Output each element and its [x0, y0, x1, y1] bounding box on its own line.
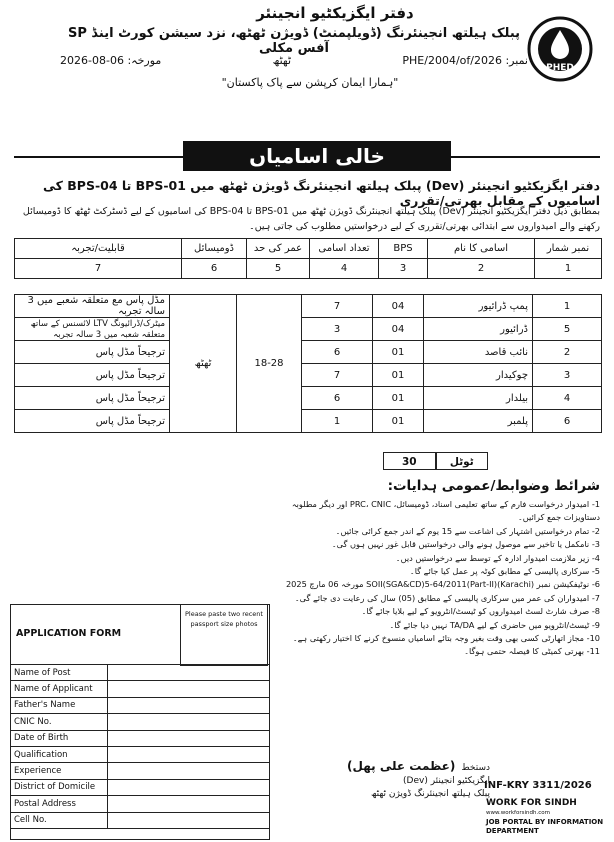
form-label: Cell No.: [11, 812, 108, 828]
form-label: Experience: [11, 763, 108, 779]
row-post: ڈرائیور: [424, 318, 533, 341]
vacancy-header-table: [14, 238, 602, 279]
photo-note: Please paste two recent passport size photos: [185, 610, 263, 628]
signature-block: [290, 760, 490, 801]
col-number: 5: [247, 259, 310, 279]
col-number: 3: [379, 259, 428, 279]
form-row: [11, 665, 270, 681]
column-headers: [15, 239, 602, 259]
form-row: [11, 697, 270, 713]
form-input[interactable]: [108, 714, 270, 730]
col-count: تعداد اسامی: [310, 239, 379, 259]
row-serial: 2: [533, 341, 602, 364]
col-number: 7: [15, 259, 182, 279]
vacancy-table: [14, 294, 602, 433]
job-portal-note: JOB PORTAL BY INFORMATION DEPARTMENT: [486, 818, 604, 835]
terms-item: 11- بھرتی کمیٹی کا فیصلہ حتمی ہوگا۔: [464, 646, 600, 657]
form-label: Name of Post: [11, 665, 108, 681]
terms-item: 5- سرکاری پالیسی کے مطابق کوٹہ پر عمل کیا جائے گا۔: [409, 566, 600, 577]
col-number: 1: [535, 259, 602, 279]
col-post: اسامی کا نام: [428, 239, 535, 259]
row-count: 1: [302, 410, 373, 433]
form-input[interactable]: [108, 665, 270, 681]
form-input[interactable]: [108, 730, 270, 746]
row-qualification: ترجیحاً مڈل پاس: [15, 341, 170, 364]
total-value: 30: [383, 452, 436, 470]
row-bps: 01: [373, 341, 424, 364]
application-form-title: APPLICATION FORM: [16, 628, 122, 639]
form-row: [11, 796, 270, 812]
form-input[interactable]: [108, 697, 270, 713]
terms-item: 2- تمام درخواستیں اشتہار کی اشاعت سے 15 یوم کے اندر جمع کرائی جائیں۔: [335, 525, 600, 536]
col-bps: BPS: [379, 239, 428, 259]
reference-row: [60, 54, 528, 67]
row-post: بیلدار: [424, 387, 533, 410]
vacancies-banner: خالی اسامیاں: [183, 141, 451, 171]
terms-item: 9- ٹیسٹ/انٹرویو میں حاضری کے لیے TA/DA نہیں دیا جائے گا۔: [389, 619, 600, 630]
vacancies-subheading: دفتر ایگزیکٹیو انجینئر (Dev) پبلک ہیلتھ انجینئرنگ ڈویژن ٹھٹھ میں BPS-01 تا BPS-04 کی اسامیوں کے مقابل بھرتی/تقرری: [43, 178, 600, 208]
row-bps: 04: [373, 318, 424, 341]
row-count: 6: [302, 341, 373, 364]
row-bps: 01: [373, 364, 424, 387]
seal-icon: [527, 16, 593, 82]
form-label: Date of Birth: [11, 730, 108, 746]
form-input[interactable]: [108, 812, 270, 828]
form-row: [11, 746, 270, 762]
form-input[interactable]: [108, 796, 270, 812]
row-serial: 4: [533, 387, 602, 410]
row-post: پمپ ڈرائیور: [424, 295, 533, 318]
row-count: 3: [302, 318, 373, 341]
reference-number: نمبر: PHE/2004/of/2026: [402, 54, 528, 67]
row-bps: 01: [373, 410, 424, 433]
department-logo: [527, 16, 593, 82]
form-label: Name of Applicant: [11, 681, 108, 697]
reference-city: ٹھٹھ: [272, 54, 292, 67]
motto: "ہمارا ایمان کرپشن سے پاک پاکستان": [221, 76, 399, 89]
col-number: 2: [428, 259, 535, 279]
form-input[interactable]: [108, 779, 270, 795]
table-row: [15, 295, 602, 318]
office-address: پبلک ہیلتھ انجینئرنگ (ڈویلپمنٹ) ڈویژن ٹھٹھ، نزد سیشن کورٹ اینڈ SP آفس مکلی: [67, 26, 521, 56]
terms-item: 10- مجاز اتھارٹی کسی بھی وقت بغیر وجہ بتائے اسامیاں منسوخ کرنے کا اختیار رکھتی ہے۔: [292, 633, 600, 644]
row-count: 7: [302, 295, 373, 318]
signatory-name: (عظمت علی پھل): [347, 759, 456, 773]
application-form-fields: [10, 664, 270, 829]
form-row: [11, 812, 270, 828]
column-numbers: [15, 259, 602, 279]
form-row: [11, 714, 270, 730]
row-post: نائب قاصد: [424, 341, 533, 364]
row-serial: 6: [533, 410, 602, 433]
table-row: [15, 318, 602, 341]
logo-text: PHED: [546, 63, 574, 73]
table-row: [15, 364, 602, 387]
row-qualification: مڈل پاس مع متعلقہ شعبے میں 3 سالہ تجربہ: [15, 295, 170, 318]
age-limit: 18-28: [237, 295, 302, 433]
signatory-office: پبلک ہیلتھ انجینئرنگ ڈویژن ٹھٹھ: [370, 789, 490, 799]
form-input[interactable]: [108, 763, 270, 779]
form-input[interactable]: [108, 746, 270, 762]
table-row: [15, 387, 602, 410]
row-qualification: ترجیحاً مڈل پاس: [15, 364, 170, 387]
terms-list: [268, 498, 600, 659]
form-label: District of Domicile: [11, 779, 108, 795]
row-qualification: میٹرک/ڈرائیونگ LTV لائسنس کے ساتھ متعلقہ شعبہ میں 3 سالہ تجربہ: [15, 318, 170, 341]
row-qualification: ترجیحاً مڈل پاس: [15, 387, 170, 410]
row-qualification: ترجیحاً مڈل پاس: [15, 410, 170, 433]
col-number: 6: [182, 259, 247, 279]
row-serial: 5: [533, 318, 602, 341]
terms-item: 1- امیدوار درخواست فارم کے ساتھ تعلیمی اسناد، ڈومیسائل، PRC، CNIC اور دیگر مطلوبہ دستاویزات جمع کرائیں۔: [291, 499, 600, 523]
terms-title: شرائط وضوابط/عمومی ہدایات:: [387, 478, 600, 494]
form-label: Father's Name: [11, 697, 108, 713]
row-bps: 01: [373, 387, 424, 410]
work-for-sindh-url: www.workforsindh.com: [486, 810, 550, 816]
form-label: Postal Address: [11, 796, 108, 812]
table-row: [15, 341, 602, 364]
terms-item: 8- صرف شارٹ لسٹ امیدواروں کو ٹیسٹ/انٹرویو کے لیے بلایا جائے گا۔: [361, 606, 600, 617]
row-count: 7: [302, 364, 373, 387]
form-row: [11, 681, 270, 697]
intro-paragraph: بمطابق ذیل دفتر ایگزیکٹیو انجینئر (Dev) پبلک ہیلتھ انجینئرنگ ڈویژن ٹھٹھ میں BPS-01 تا BPS-04 کی اسامیوں کے لیے ڈسٹرکٹ ٹھٹھ کا ڈومیسائل رکھنے والے امیدواروں سے ابتدائی بھرتی/تقرری کے لیے درخواستیں مطلوب کی جاتی ہیں۔: [22, 206, 600, 232]
form-row: [11, 763, 270, 779]
total-label: ٹوٹل: [436, 452, 489, 470]
col-qualification: قابلیت/تجربہ: [15, 239, 182, 259]
form-input[interactable]: [108, 681, 270, 697]
form-label: CNIC No.: [11, 714, 108, 730]
row-bps: 04: [373, 295, 424, 318]
inf-number: INF-KRY 3311/2026: [484, 780, 592, 791]
row-post: پلمبر: [424, 410, 533, 433]
row-serial: 3: [533, 364, 602, 387]
col-domicile: ڈومیسائل: [182, 239, 247, 259]
signatory-designation: ایگزیکٹیو انجینئر (Dev): [403, 776, 490, 786]
form-label: Qualification: [11, 746, 108, 762]
terms-item: 3- نامکمل یا تاخیر سے موصول ہونے والی درخواستیں قابل غور نہیں ہوں گی۔: [331, 539, 600, 550]
terms-item: 6- نوٹیفکیشن نمبر SOII(SGA&CD)5-64/2011(Part-II)(Karachi) مورخہ 06 مارچ 2025: [285, 579, 600, 590]
domicile-value: ٹھٹھ: [170, 295, 237, 433]
row-count: 6: [302, 387, 373, 410]
form-row: [11, 730, 270, 746]
col-number: 4: [310, 259, 379, 279]
work-for-sindh-logo: WORK FOR SINDH: [486, 798, 577, 808]
col-age: عمر کی حد: [247, 239, 310, 259]
form-row: [11, 779, 270, 795]
office-title: دفتر ایگزیکٹیو انجینئر: [256, 4, 414, 22]
row-post: چوکیدار: [424, 364, 533, 387]
table-row: [15, 410, 602, 433]
terms-item: 4- زیر ملازمت امیدوار ادارہ کے توسط سے درخواستیں دیں۔: [395, 552, 600, 563]
reference-date: مورخہ: 06-08-2026: [60, 54, 162, 67]
terms-item: 7- امیدواران کی عمر میں سرکاری پالیسی کے مطابق (05) سال کی رعایت دی جائے گی۔: [294, 592, 600, 603]
total-row: [383, 452, 488, 470]
signature-label: دستخط: [461, 763, 490, 773]
col-serial: نمبر شمار: [535, 239, 602, 259]
row-serial: 1: [533, 295, 602, 318]
photo-box[interactable]: [180, 604, 268, 666]
